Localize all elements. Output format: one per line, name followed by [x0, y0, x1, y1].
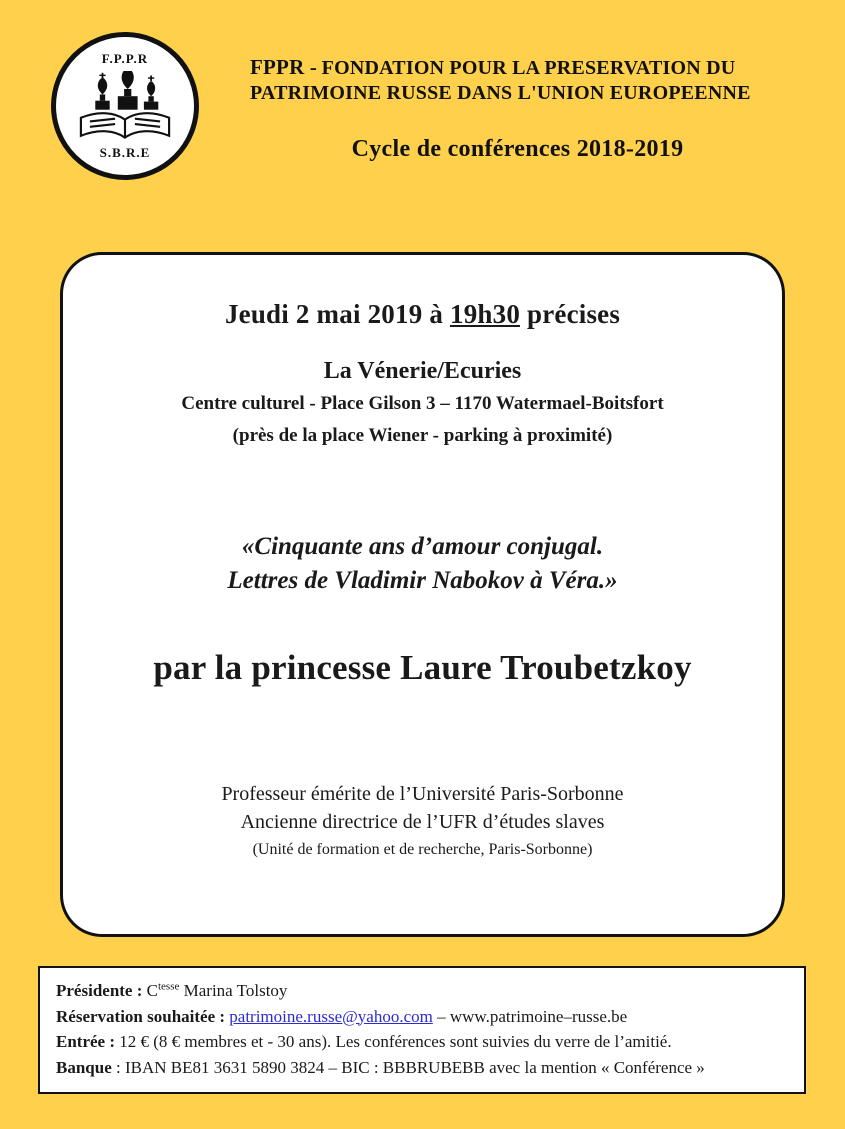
- entry-label: Entrée :: [56, 1032, 120, 1051]
- fppr-logo: [51, 32, 199, 180]
- church-book-icon: [70, 71, 180, 143]
- bank-text: : IBAN BE81 3631 5890 3824 – BIC : BBBRUBEBB avec la mention « Conférence »: [116, 1057, 705, 1077]
- event-time: 19h30: [450, 299, 521, 329]
- speaker-bio-line-1: Professeur émérite de l’Université Paris-Sorbonne: [221, 782, 624, 805]
- event-card: [60, 252, 785, 937]
- event-date-suffix: précises: [520, 299, 621, 329]
- president-title-prefix: C: [146, 981, 158, 1000]
- reservation-website: – www.patrimoine–russe.be: [432, 1006, 628, 1026]
- footer-line-bank: [56, 1055, 788, 1081]
- logo-bottom-label: S.B.R.E: [99, 145, 151, 160]
- event-date-prefix: Jeudi 2 mai 2019 à: [224, 299, 450, 329]
- reservation-label: Réservation souhaitée :: [56, 1006, 230, 1026]
- event-date: [97, 299, 748, 330]
- org-abbreviation: FPPR -: [250, 55, 318, 79]
- venue-note: (près de la place Wiener - parking à proximité): [232, 424, 613, 446]
- reservation-email-link[interactable]: patrimoine.russe@yahoo.com: [229, 1006, 433, 1026]
- header-text-block: [250, 28, 845, 163]
- president-label: Présidente :: [56, 981, 147, 1000]
- organization-name: [250, 54, 805, 106]
- footer-line-president: [56, 978, 788, 1004]
- entry-text: 12 € (8 € membres et - 30 ans). Les conférences sont suivies du verre de l’amitié.: [119, 1032, 672, 1051]
- logo-container: [0, 28, 250, 180]
- talk-title: [97, 530, 748, 598]
- conference-cycle-title: Cycle de conférences 2018-2019: [351, 136, 684, 162]
- venue-name: La Vénerie/Ecuries: [323, 358, 522, 384]
- speaker-name: par la princesse Laure Troubetzkoy: [153, 647, 692, 687]
- speaker-bio: [97, 780, 748, 861]
- poster-header: [0, 0, 845, 220]
- contact-footer: [38, 966, 806, 1094]
- logo-top-label: F.P.P.R: [101, 51, 149, 66]
- footer-line-reservation: [56, 1004, 788, 1030]
- speaker-bio-line-3: (Unité de formation et de recherche, Paris-Sorbonne): [252, 840, 593, 858]
- bank-label: Banque: [56, 1057, 116, 1077]
- president-title-superscript: tesse: [157, 980, 180, 993]
- footer-line-entry: [56, 1029, 788, 1055]
- venue-address: Centre culturel - Place Gilson 3 – 1170 Watermael-Boitsfort: [181, 393, 664, 414]
- president-name: Marina Tolstoy: [179, 981, 288, 1000]
- talk-title-line-1: «Cinquante ans d’amour conjugal.: [241, 533, 604, 561]
- org-name-line-1: FONDATION POUR LA PRESERVATION DU: [321, 57, 736, 79]
- org-name-line-2: PATRIMOINE RUSSE DANS L'UNION EUROPEENNE: [250, 82, 751, 104]
- speaker-bio-line-2: Ancienne directrice de l’UFR d’études slaves: [240, 810, 605, 833]
- talk-title-line-2: Lettres de Vladimir Nabokov à Véra.»: [227, 567, 618, 595]
